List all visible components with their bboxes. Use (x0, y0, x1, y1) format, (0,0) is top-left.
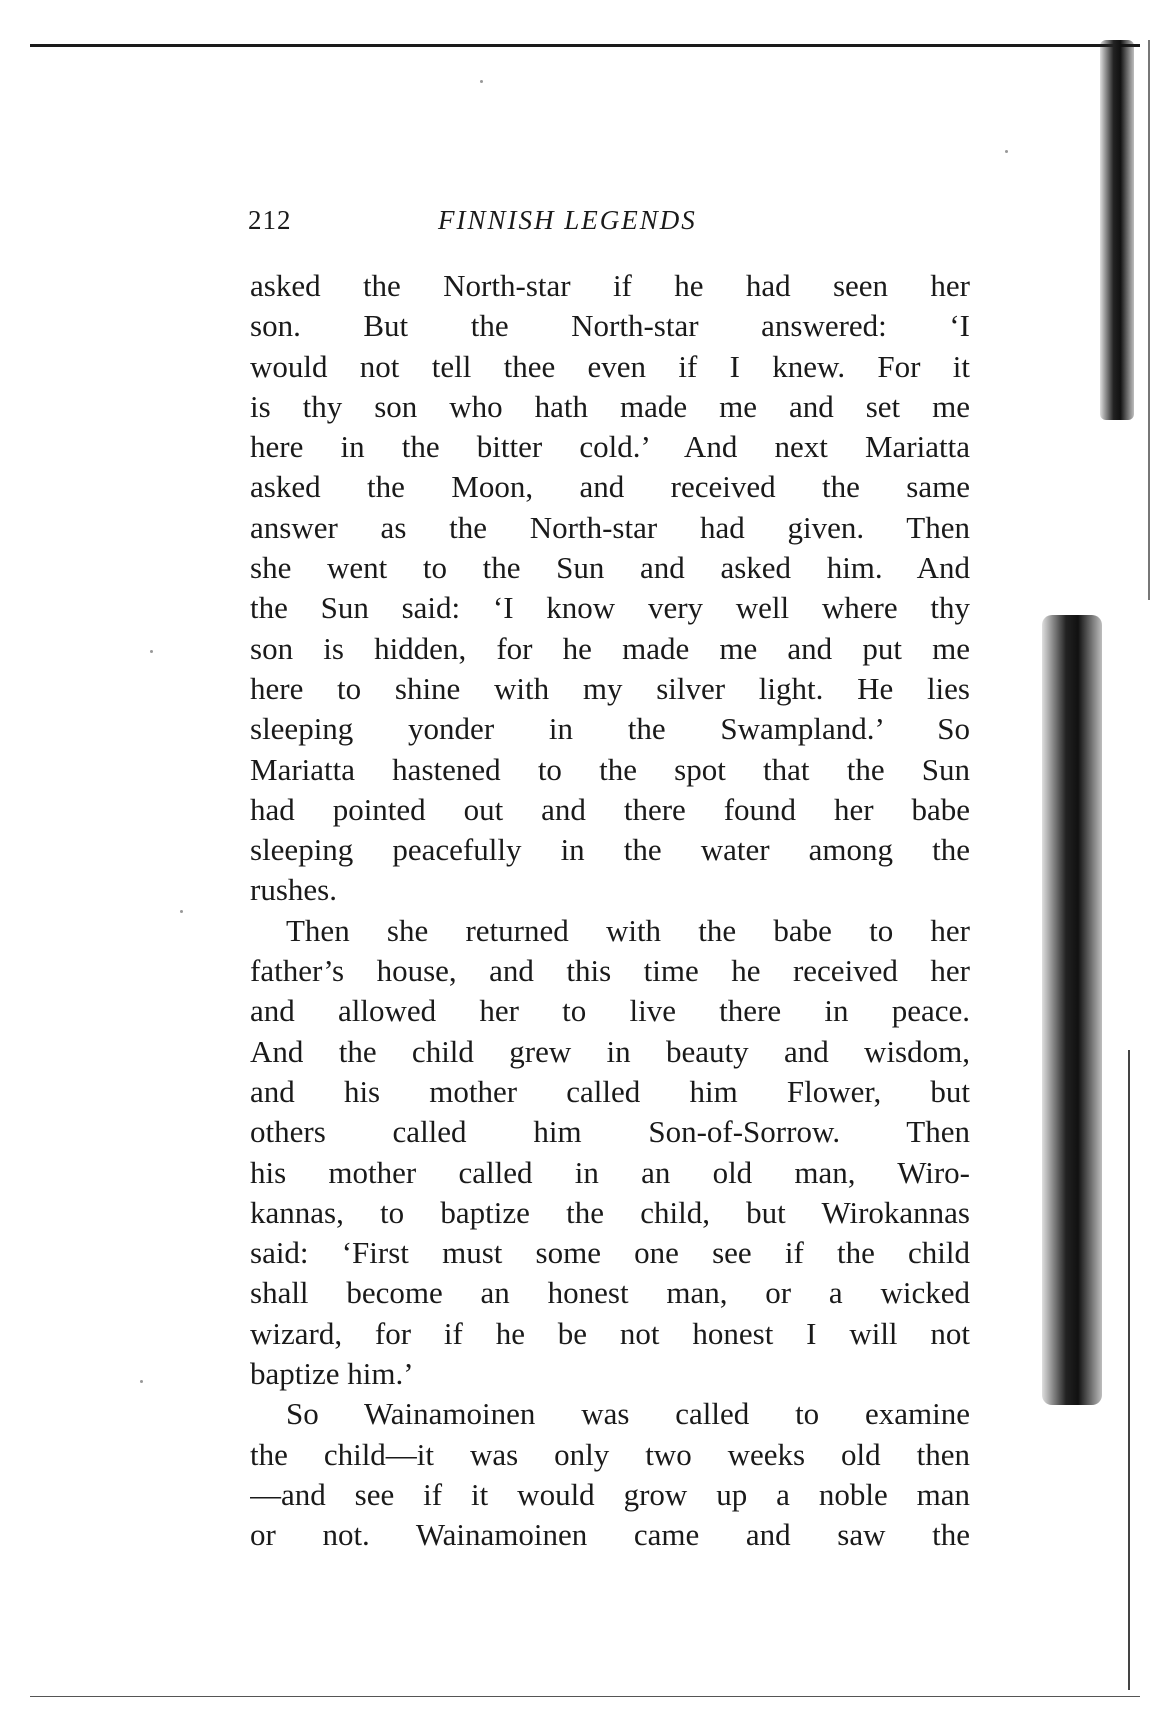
scan-edge-line-upper (1148, 40, 1150, 600)
text-line: So Wainamoinen was called to examine (286, 1396, 970, 1432)
text-line: asked the North-star if he had seen her (250, 268, 970, 303)
text-line: said: ‘First must some one see if the child (250, 1235, 970, 1271)
text-line: his mother called in an old man, Wiro- (250, 1154, 970, 1190)
text-line: the Sun said: ‘I know very well where thy (250, 590, 970, 626)
text-line: and his mother called him Flower, but (250, 1073, 970, 1109)
scan-speck (180, 910, 183, 913)
text-line: or not. Wainamoinen came and saw the (250, 1517, 970, 1553)
text-line: kannas, to baptize the child, but Wirokannas (250, 1194, 970, 1230)
text-line: son. But the North-star answered: ‘I (250, 308, 970, 344)
text-line: rushes. (250, 872, 337, 908)
text-line: others called him Son-of-Sorrow. Then (250, 1114, 970, 1150)
text-line: shall become an honest man, or a wicked (250, 1275, 970, 1311)
text-line: is thy son who hath made me and set me (250, 388, 970, 424)
scan-speck (150, 650, 153, 653)
text-line: wizard, for if he be not honest I will not (250, 1315, 970, 1351)
running-head (248, 205, 808, 245)
text-line: asked the Moon, and received the same (250, 469, 970, 505)
scan-speck (140, 1380, 143, 1383)
scan-edge-line-lower (1128, 1050, 1130, 1690)
text-line: Mariatta hastened to the spot that the Sun (250, 751, 970, 787)
text-line: baptize him.’ (250, 1356, 414, 1392)
text-line: would not tell thee even if I knew. For it (250, 348, 970, 384)
text-line: Then she returned with the babe to her (286, 912, 970, 948)
text-line: here in the bitter cold.’ And next Mariatta (250, 429, 970, 465)
scan-speck (1005, 150, 1008, 153)
text-line: and allowed her to live there in peace. (250, 993, 970, 1029)
bottom-scan-edge (30, 1696, 1140, 1697)
text-line: —and see if it would grow up a noble man (250, 1476, 970, 1512)
text-line: son is hidden, for he made me and put me (250, 630, 970, 666)
book-title: FINNISH LEGENDS (438, 205, 697, 235)
top-scan-edge (30, 44, 1140, 47)
scan-shadow-lower (1042, 615, 1102, 1405)
text-line: And the child grew in beauty and wisdom, (250, 1033, 970, 1069)
text-line: had pointed out and there found her babe (250, 791, 970, 827)
text-line: father’s house, and this time he received her (250, 953, 970, 989)
scan-speck (480, 80, 483, 83)
body-text (250, 266, 970, 1556)
text-line: sleeping peacefully in the water among the (250, 832, 970, 868)
text-line: the child—it was only two weeks old then (250, 1436, 970, 1472)
page-number: 212 (248, 205, 292, 235)
text-line: she went to the Sun and asked him. And (250, 550, 970, 586)
text-line: here to shine with my silver light. He lies (250, 670, 970, 706)
scan-shadow-upper (1100, 40, 1134, 420)
text-line: answer as the North-star had given. Then (250, 509, 970, 545)
text-line: sleeping yonder in the Swampland.’ So (250, 711, 970, 747)
